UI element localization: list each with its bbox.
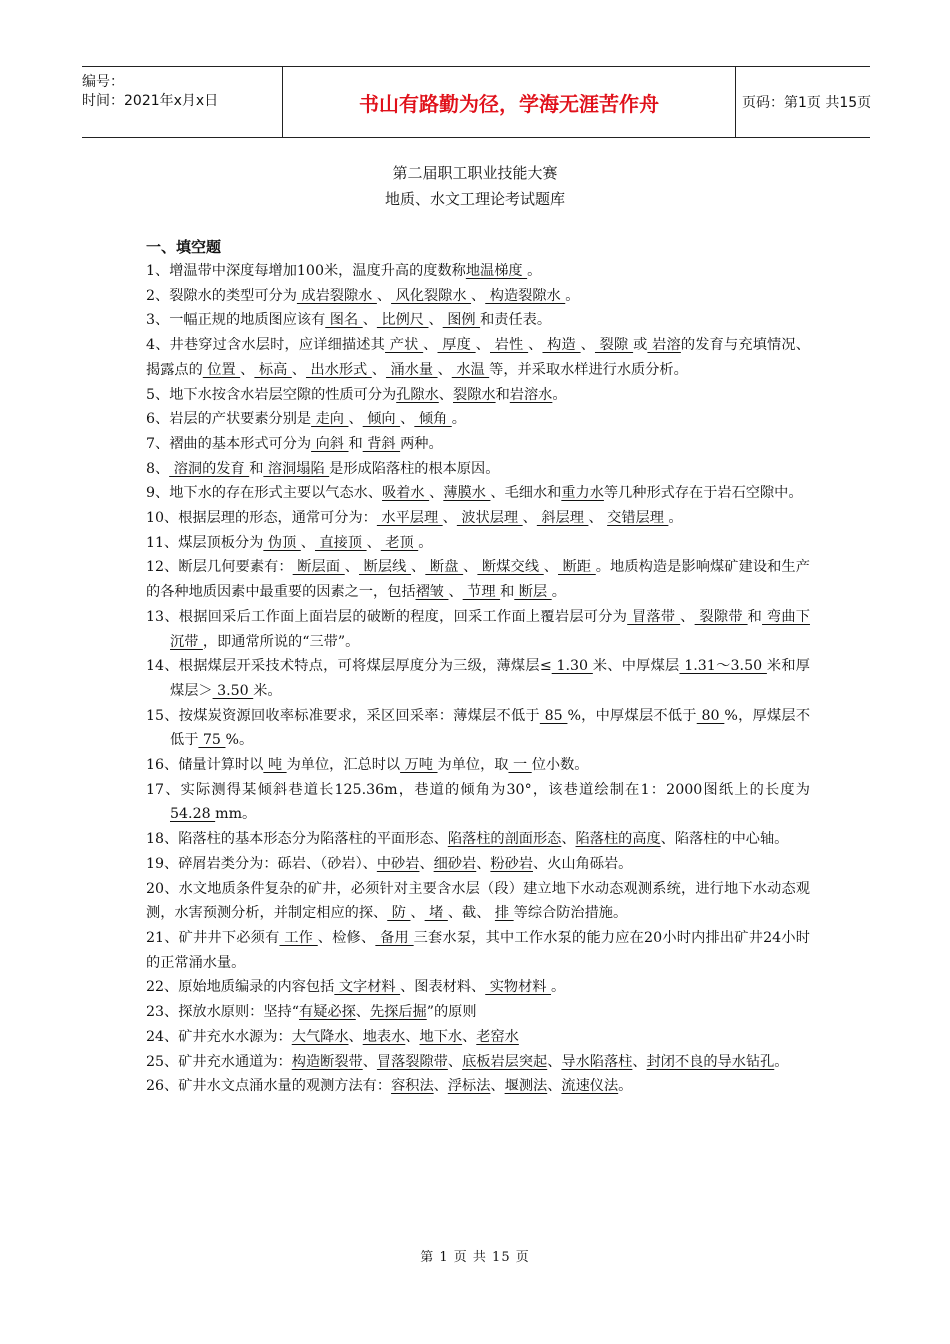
question-text: 3、一幅正规的地质图应该有 xyxy=(146,312,326,329)
question-text: 米和厚煤层＞ xyxy=(170,658,810,699)
question-item xyxy=(146,975,810,1000)
question-text: 、 xyxy=(411,559,426,576)
question-item xyxy=(146,531,810,556)
question-text: 、 xyxy=(291,361,306,378)
question-text: 、 xyxy=(680,608,695,625)
answer-blank: 3.50 xyxy=(212,682,254,699)
answer-blank: 水平层理 xyxy=(376,510,443,527)
question-text: mm。 xyxy=(215,806,257,823)
answer-blank: 岩溶水 xyxy=(509,386,553,403)
question-list xyxy=(146,259,810,1099)
answer-blank: 堵 xyxy=(424,905,448,922)
answer-blank: 粉砂岩 xyxy=(490,855,533,872)
question-text: 和 xyxy=(348,435,363,452)
answer-blank: 出水形式 xyxy=(305,361,372,378)
answer-blank: 80 xyxy=(696,707,725,724)
question-text: 18、陷落柱的基本形态分为陷落柱的平面形态、 xyxy=(146,831,448,848)
question-text: 20、水文地质条件复杂的矿井，必须针对主要含水层（段）建立地下水动态观测系统，进行地下水动态观测，水害预测分析，并制定相应的探、 xyxy=(146,880,810,922)
question-text: 、 xyxy=(400,411,415,428)
answer-blank: 岩溶 xyxy=(647,337,681,354)
question-item xyxy=(146,605,810,654)
answer-blank: 图名 xyxy=(325,312,363,329)
answer-blank: 位置 xyxy=(202,361,241,378)
question-item xyxy=(146,1000,810,1025)
question-text: 19、碎屑岩类分为：砾岩、（砂岩）、 xyxy=(146,855,377,872)
answer-blank: 节理 xyxy=(462,584,501,601)
document-titles xyxy=(0,160,950,212)
answer-blank: 1.31～3.50 xyxy=(679,658,767,675)
answer-blank: 裂隙水 xyxy=(453,386,496,403)
question-text: 、 xyxy=(490,1078,505,1095)
question-text: 、 xyxy=(300,534,315,551)
question-item xyxy=(146,1025,810,1050)
question-text: 和 xyxy=(249,460,264,477)
header-meta xyxy=(82,67,282,143)
answer-blank: 大气降水 xyxy=(291,1028,349,1045)
question-text: 等，并采取水样进行水质分析。 xyxy=(489,361,688,378)
question-text: 。 xyxy=(565,287,580,304)
question-text: 11、煤层顶板分为 xyxy=(146,534,264,551)
question-text: 、 xyxy=(423,337,438,354)
question-text: 、毛细水和 xyxy=(490,485,562,502)
question-text: 、 xyxy=(463,559,478,576)
answer-blank: 有疑必探 xyxy=(299,1004,356,1021)
question-text: %，厚煤层不低于 xyxy=(170,707,811,749)
question-text: 16、储量计算时以 xyxy=(146,757,264,774)
question-text: 、 xyxy=(362,312,377,329)
question-text: 、 xyxy=(405,1028,420,1045)
question-text: 、 xyxy=(344,559,359,576)
question-text: 8、 xyxy=(146,460,170,477)
answer-blank: 流速仪法 xyxy=(561,1078,619,1095)
answer-blank: 向斜 xyxy=(311,435,349,452)
answer-blank: 1.30 xyxy=(551,658,593,675)
question-item xyxy=(146,926,810,975)
question-item xyxy=(146,284,810,309)
question-text: 、 xyxy=(410,905,425,922)
question-text: 位小数。 xyxy=(531,757,589,774)
date-label: 时间：2021年x月x日 xyxy=(82,93,219,109)
question-text: 、 xyxy=(366,534,381,551)
question-item xyxy=(146,407,810,432)
question-text: 12、断层几何要素有： xyxy=(146,559,293,576)
answer-blank: 产状 xyxy=(385,337,424,354)
question-text: 13、根据回采后工作面上面岩层的破断的程度，回采工作面上覆岩层可分为 xyxy=(146,608,628,625)
question-text: 26、矿井水文点涌水量的观测方法有： xyxy=(146,1078,392,1095)
question-text: 、 xyxy=(547,1078,562,1095)
question-text: 米。 xyxy=(253,682,282,699)
answer-blank: 标高 xyxy=(254,361,292,378)
question-text: 、 xyxy=(588,510,608,527)
answer-blank: 防 xyxy=(387,905,411,922)
question-text: 25、矿井充水通道为： xyxy=(146,1053,292,1070)
question-text: 、 xyxy=(543,559,558,576)
question-text: 、 xyxy=(355,1004,370,1021)
question-text: 和 xyxy=(500,584,515,601)
answer-blank: 容积法 xyxy=(391,1078,434,1095)
question-text: 等几种形式存在于岩石空隙中。 xyxy=(603,485,803,502)
question-text: %，中厚煤层不低于 xyxy=(567,707,697,724)
question-text: 、 xyxy=(528,337,543,354)
question-text: 等综合防治措施。 xyxy=(513,905,628,922)
question-text: 、 xyxy=(448,584,463,601)
answer-blank: 风化裂隙水 xyxy=(391,287,472,304)
question-text: 两种。 xyxy=(400,435,443,452)
question-text: 、 xyxy=(522,510,537,527)
question-text: 、 xyxy=(442,510,457,527)
question-text: 、 xyxy=(419,855,434,872)
question-text: 10、根据层理的形态，通常可分为： xyxy=(146,510,377,527)
question-text: 。 xyxy=(618,1078,633,1095)
answer-blank: 薄膜水 xyxy=(443,485,491,502)
question-text: 是形成陷落柱的根本原因。 xyxy=(329,460,500,477)
section-heading: 一、填空题 xyxy=(146,238,222,256)
question-text: 7、褶曲的基本形式可分为 xyxy=(146,435,312,452)
question-text: 、火山角砾岩。 xyxy=(533,855,633,872)
answer-blank: 背斜 xyxy=(362,435,401,452)
answer-blank: 封闭不良的导水钻孔 xyxy=(646,1053,775,1070)
answer-blank: 工作 xyxy=(279,929,318,946)
answer-blank: 排 xyxy=(494,905,514,922)
question-item xyxy=(146,333,810,382)
question-item xyxy=(146,259,810,284)
question-text: 、 xyxy=(348,411,363,428)
answer-blank: 老顶 xyxy=(380,534,419,551)
question-text: 、 xyxy=(475,337,490,354)
question-text: 和责任表。 xyxy=(480,312,552,329)
question-text: 、 xyxy=(437,361,452,378)
answer-blank: 断煤交线 xyxy=(477,559,544,576)
header-page-label: 页码：第1页 共15页 xyxy=(742,95,872,111)
answer-blank: 中砂岩 xyxy=(376,855,420,872)
answer-blank: 老窑水 xyxy=(476,1028,519,1045)
question-text: 米、中厚煤层 xyxy=(592,658,680,675)
answer-blank: 万吨 xyxy=(400,757,438,774)
answer-blank: 浮标法 xyxy=(447,1078,491,1095)
answer-blank: 构造断裂带 xyxy=(291,1053,363,1070)
question-text: 、 xyxy=(362,1053,377,1070)
header-motto: 书山有路勤为径，学海无涯苦作舟 xyxy=(282,67,736,137)
question-text: 21、矿井井下必须有 xyxy=(146,929,280,946)
answer-blank: 85 xyxy=(539,707,568,724)
question-text: 。地质构造是影响煤矿建设和生产的各种地质因素中最重要的因素之一，包括 xyxy=(146,559,810,601)
question-item xyxy=(146,852,810,877)
question-item xyxy=(146,1050,810,1075)
question-text: 6、岩层的产状要素分别是 xyxy=(146,411,312,428)
question-text: 三套水泵，其中工作水泵的能力应在20小时内排出矿井24小时的正常涌水量。 xyxy=(146,929,810,971)
answer-blank: 成岩裂隙水 xyxy=(296,287,377,304)
answer-blank: 涌水量 xyxy=(385,361,438,378)
question-text: 为单位，汇总时以 xyxy=(286,757,401,774)
answer-blank: 裂隙 xyxy=(594,337,634,354)
question-text: 、截、 xyxy=(447,905,495,922)
question-text: ”的原则 xyxy=(426,1004,477,1021)
question-text: 。 xyxy=(418,534,433,551)
answer-blank: 溶洞塌陷 xyxy=(263,460,330,477)
answer-blank: 断距 xyxy=(558,559,596,576)
answer-blank: 实物材料 xyxy=(485,979,552,996)
answer-blank: 吸着水 xyxy=(382,485,430,502)
question-text: 、 xyxy=(438,386,453,403)
answer-blank: 伪顶 xyxy=(263,534,301,551)
answer-blank: 吨 xyxy=(263,757,287,774)
question-item xyxy=(146,308,810,333)
question-text: 、 xyxy=(471,287,486,304)
answer-blank: 断层 xyxy=(514,584,552,601)
answer-blank: 褶皱 xyxy=(415,584,449,601)
answer-blank: 54.28 xyxy=(170,806,216,823)
question-text: 。 xyxy=(551,584,566,601)
answer-blank: 断层线 xyxy=(359,559,412,576)
answer-blank: 溶洞的发育 xyxy=(169,460,250,477)
question-item xyxy=(146,877,810,926)
question-text: 17、实际测得某倾斜巷道长125.36m，巷道的倾角为30°，该巷道绘制在1：2000图纸上的长度为 xyxy=(146,781,810,798)
question-text: 、陷落柱的中心轴。 xyxy=(660,831,789,848)
question-text: 、 xyxy=(376,287,392,304)
question-text: 。 xyxy=(774,1053,789,1070)
question-item xyxy=(146,753,810,778)
question-text: 、检修、 xyxy=(317,929,376,946)
question-text: 15、按煤炭资源回收率标准要求，采区回采率：薄煤层不低于 xyxy=(146,707,540,724)
answer-blank: 比例尺 xyxy=(376,312,429,329)
question-item xyxy=(146,555,810,604)
question-text: 、 xyxy=(433,1078,448,1095)
question-text: 、 xyxy=(632,1053,647,1070)
question-text: 4、井巷穿过含水层时，应详细描述其 xyxy=(146,337,386,354)
question-text: 22、原始地质编录的内容包括 xyxy=(146,979,335,996)
answer-blank: 地下水 xyxy=(419,1028,463,1045)
question-text: ，即通常所说的“三带”。 xyxy=(202,633,360,650)
question-text: 和 xyxy=(495,386,510,403)
question-text: 、图表材料、 xyxy=(400,979,486,996)
header-table xyxy=(82,66,870,138)
answer-blank: 陷落柱的剖面形态 xyxy=(447,831,562,848)
answer-blank: 75 xyxy=(198,732,226,749)
answer-blank: 冒落裂隙带 xyxy=(376,1053,448,1070)
question-item xyxy=(146,506,810,531)
answer-blank: 底板岩层突起 xyxy=(462,1053,548,1070)
answer-blank: 构造 xyxy=(542,337,581,354)
question-item xyxy=(146,654,810,703)
question-text: 2、裂隙水的类型可分为 xyxy=(146,287,297,304)
question-item xyxy=(146,432,810,457)
question-text: 。 xyxy=(668,510,683,527)
question-text: %。 xyxy=(225,732,254,749)
page-footer: 第 1 页 共 15 页 xyxy=(420,1250,530,1265)
question-text: 、 xyxy=(371,361,386,378)
answer-blank: 波状层理 xyxy=(456,510,523,527)
question-text: 23、探放水原则：坚持“ xyxy=(146,1004,299,1021)
question-text: 24、矿井充水水源为： xyxy=(146,1028,292,1045)
question-text: 5、地下水按含水岩层空隙的性质可分为 xyxy=(146,386,397,403)
code-label: 编号： xyxy=(82,74,124,90)
question-text: 、 xyxy=(462,1028,477,1045)
question-text: 、 xyxy=(348,1028,363,1045)
answer-blank: 裂隙带 xyxy=(694,608,748,625)
question-item xyxy=(146,383,810,408)
question-text: 。 xyxy=(451,411,466,428)
question-text: 、 xyxy=(580,337,595,354)
answer-blank: 孔隙水 xyxy=(396,386,439,403)
answer-blank: 细砂岩 xyxy=(433,855,477,872)
question-item xyxy=(146,457,810,482)
question-text: 或 xyxy=(633,337,648,354)
answer-blank: 直接顶 xyxy=(314,534,367,551)
answer-blank: 先探后掘 xyxy=(369,1004,427,1021)
question-text: 。 xyxy=(527,263,542,279)
answer-blank: 走向 xyxy=(311,411,349,428)
answer-blank: 堰测法 xyxy=(504,1078,548,1095)
answer-blank: 地表水 xyxy=(362,1028,406,1045)
question-text: 、 xyxy=(476,855,491,872)
question-text: 。 xyxy=(552,386,567,403)
answer-blank: 一 xyxy=(508,757,532,774)
question-text: 、 xyxy=(447,1053,463,1070)
question-text: 9、地下水的存在形式主要以气态水、 xyxy=(146,485,383,502)
question-text: 、 xyxy=(547,1053,562,1070)
question-item xyxy=(146,778,810,827)
question-text: 、 xyxy=(429,485,444,502)
question-text: 1、增温带中深度每增加100米，温度升高的度数称 xyxy=(146,263,466,279)
question-text: 的发育与充填情况、揭露点的 xyxy=(146,337,810,378)
question-text: 、 xyxy=(240,361,255,378)
answer-blank: 构造裂隙水 xyxy=(485,287,566,304)
doc-title-2: 地质、水文工理论考试题库 xyxy=(384,190,565,208)
answer-blank: 断层面 xyxy=(292,559,345,576)
question-item xyxy=(146,704,810,753)
answer-blank: 倾角 xyxy=(414,411,452,428)
question-item xyxy=(146,481,810,506)
answer-blank: 备用 xyxy=(375,929,414,946)
answer-blank: 岩性 xyxy=(490,337,529,354)
answer-blank: 倾向 xyxy=(362,411,401,428)
question-item xyxy=(146,827,810,852)
answer-blank: 冒落带 xyxy=(627,608,681,625)
answer-blank: 断盘 xyxy=(425,559,464,576)
answer-blank: 图例 xyxy=(442,312,481,329)
answer-blank: 厚度 xyxy=(437,337,476,354)
answer-blank: 水温 xyxy=(451,361,490,378)
answer-blank: 地温梯度 xyxy=(465,263,528,279)
question-text: 为单位，取 xyxy=(437,757,509,774)
answer-blank: 陷落柱的高度 xyxy=(575,831,661,848)
answer-blank: 斜层理 xyxy=(536,510,589,527)
doc-title-1: 第二届职工职业技能大赛 xyxy=(392,164,558,182)
answer-blank: 导水陷落柱 xyxy=(561,1053,633,1070)
answer-blank: 文字材料 xyxy=(334,979,401,996)
question-item xyxy=(146,1074,810,1099)
question-text: 14、根据煤层开采技术特点，可将煤层厚度分为三级，薄煤层≤ xyxy=(146,658,552,675)
question-text: 和 xyxy=(747,608,763,625)
answer-blank: 弯曲下沉带 xyxy=(170,608,810,650)
question-text: 。 xyxy=(551,979,566,996)
question-text: 、 xyxy=(428,312,443,329)
answer-blank: 交错层理 xyxy=(607,510,669,527)
question-text: 、 xyxy=(561,831,576,848)
answer-blank: 重力水 xyxy=(561,485,604,502)
